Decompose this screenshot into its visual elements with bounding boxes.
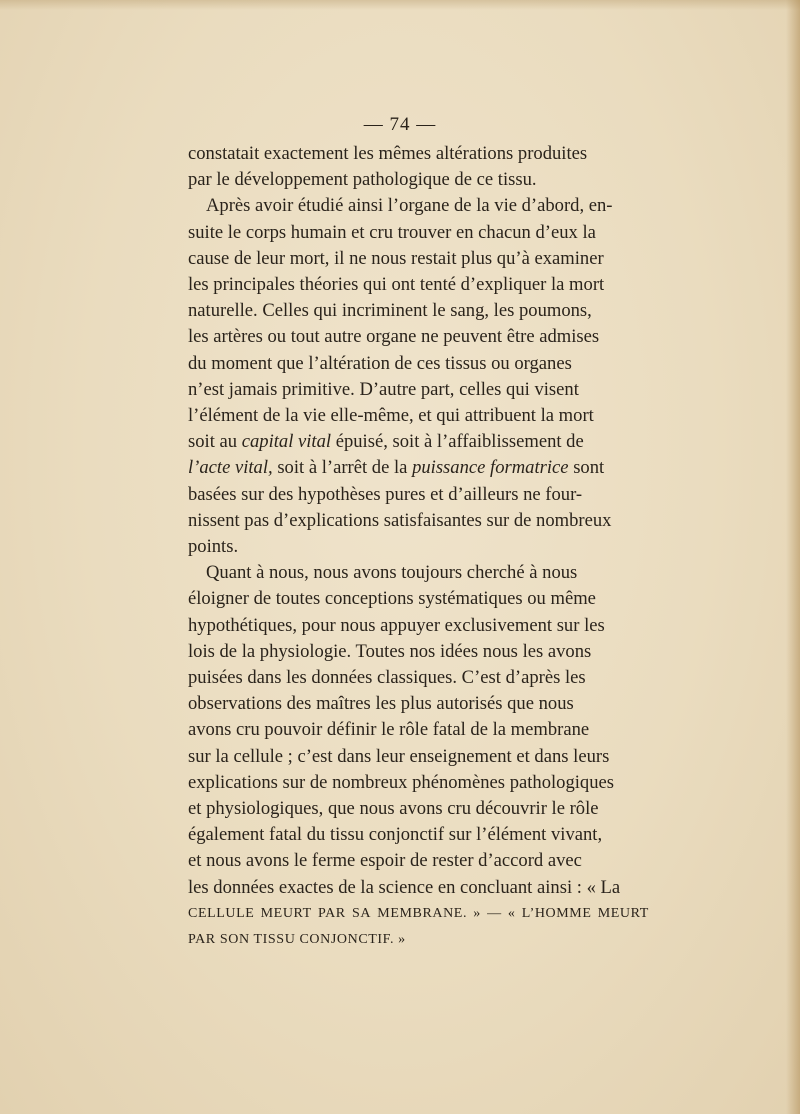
text-line: hypothétiques, pour nous appuyer exclusivement sur les [188,614,605,636]
text-line: Quant à nous, nous avons toujours cherché à nous [206,562,578,584]
small-caps-word: CELLULE [188,905,255,921]
small-caps-word: « [507,905,516,921]
text-line [188,429,649,455]
page-right-edge-shadow [786,0,800,1114]
text-line: n’est jamais primitive. D’autre part, celles qui visent [188,378,579,400]
body-text [188,141,649,953]
text-line: nissent pas d’explications satisfaisantes sur de nombreux [188,509,612,531]
text-line [188,455,649,481]
text-line: par le développement pathologique de ce tissu. [188,169,537,191]
text-line: également fatal du tissu conjonctif sur l’élément vivant, [188,824,603,846]
text-segment: soit au [188,431,242,453]
text-line: et physiologiques, que nous avons cru découvrir le rôle [188,798,599,820]
small-caps-word: MEURT [260,905,312,921]
small-caps-word: MEMBRANE. [377,905,468,921]
text-line: les données exactes de la science en concluant ainsi : « La [188,876,621,898]
italic-term-capital-vital: capital vital [241,431,332,453]
text-line: éloigner de toutes conceptions systématiques ou même [188,588,596,610]
small-caps-word: — [487,905,502,921]
small-caps-word: SA [351,905,372,921]
text-segment: épuisé, soit à l’affaiblissement de [331,431,584,453]
text-line: sur la cellule ; c’est dans leur enseignement et dans leurs [188,745,610,767]
page-number: — 74 — [363,114,437,135]
text-line: du moment que l’altération de ces tissus ou organes [188,352,572,374]
text-line: constatait exactement les mêmes altérations produites [188,143,588,164]
text-line: lois de la physiologie. Toutes nos idées nous les avons [188,640,592,662]
small-caps-conclusion-line-2: PAR SON TISSU CONJONCTIF. » [188,932,406,948]
text-line: l’élément de la vie elle-même, et qui attribuent la mort [188,405,594,427]
text-line: suite le corps humain et cru trouver en chacun d’eux la [188,221,596,243]
text-line: Après avoir étudié ainsi l’organe de la vie d’abord, en- [206,195,613,217]
text-segment: soit à l’arrêt de la [272,457,413,479]
paragraph-2 [188,193,649,560]
page-top-shadow [0,0,800,10]
text-segment: sont [568,457,605,479]
small-caps-word: » [473,905,481,921]
text-line: points. [188,536,239,558]
text-line: puisées dans les données classiques. C’est d’après les [188,667,586,689]
text-line: explications sur de nombreux phénomènes pathologiques [188,771,615,793]
text-line: les artères ou tout autre organe ne peuvent être admises [188,326,600,348]
text-line: basées sur des hypothèses pures et d’ailleurs ne four- [188,483,583,505]
paragraph-3 [188,560,649,953]
text-line: naturelle. Celles qui incriminent le sang, les poumons, [188,300,592,322]
text-line: cause de leur mort, il ne nous restait plus qu’à examiner [188,247,604,269]
text-line: observations des maîtres les plus autorisés que nous [188,693,574,715]
small-caps-conclusion-line-1 [188,901,649,927]
italic-term-acte-vital: l’acte vital, [188,457,273,479]
text-line: et nous avons le ferme espoir de rester d’accord avec [188,850,582,872]
small-caps-word: PAR [318,905,346,921]
text-line: les principales théories qui ont tenté d’expliquer la mort [188,274,605,296]
small-caps-word: MEURT [597,905,649,921]
paragraph-1 [188,141,649,193]
text-line: avons cru pouvoir définir le rôle fatal de la membrane [188,719,590,741]
italic-term-puissance-formatrice: puissance formatrice [412,457,569,479]
small-caps-word: L’HOMME [521,905,592,921]
